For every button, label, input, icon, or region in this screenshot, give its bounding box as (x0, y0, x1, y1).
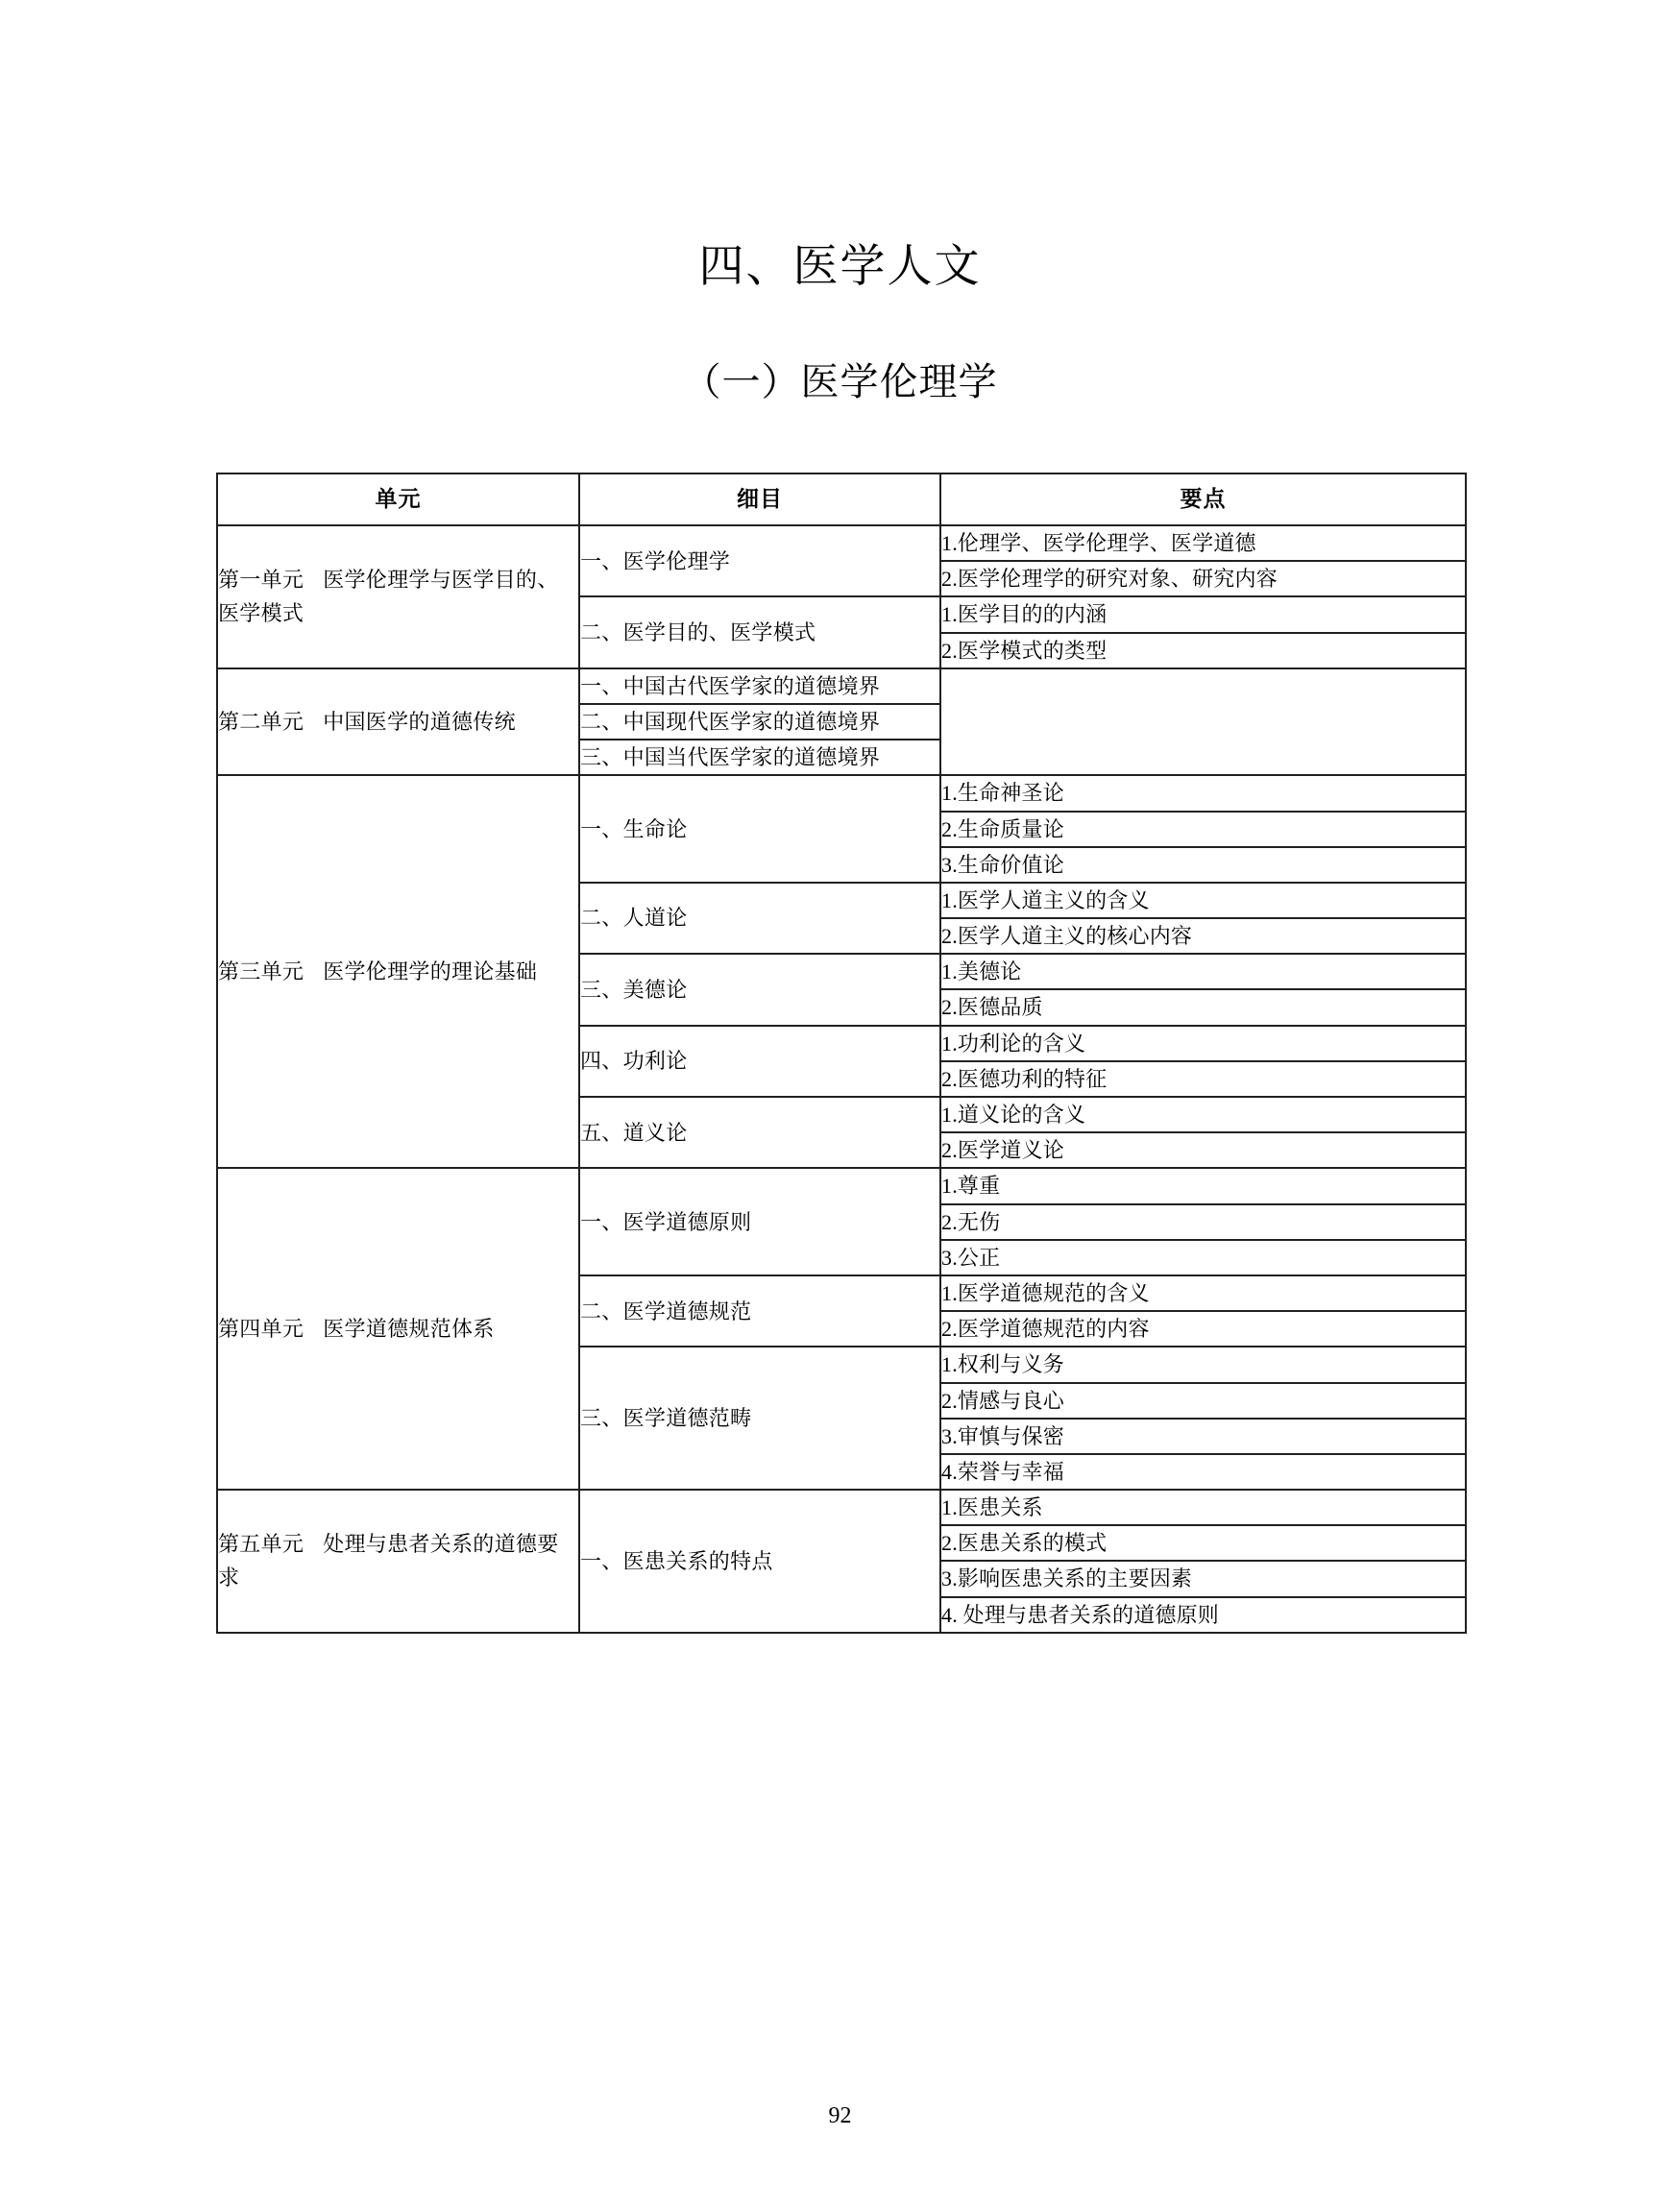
table-body (217, 525, 1466, 1633)
section-cell: 二、人道论 (579, 883, 940, 954)
section-cell: 三、美德论 (579, 954, 940, 1025)
table-row (217, 1490, 1466, 1525)
point-cell: 1.伦理学、医学伦理学、医学道德 (940, 525, 1466, 561)
unit-name: 医学道德规范体系 (323, 1317, 495, 1342)
section-cell: 五、道义论 (579, 1097, 940, 1168)
point-cell-empty (940, 668, 1466, 776)
section-cell: 四、功利论 (579, 1026, 940, 1097)
point-cell: 1.医学道德规范的含义 (940, 1275, 1466, 1311)
point-cell: 4. 处理与患者关系的道德原则 (940, 1597, 1466, 1633)
section-cell: 二、医学道德规范 (579, 1275, 940, 1347)
point-cell: 3.公正 (940, 1240, 1466, 1275)
column-header-points: 要点 (940, 473, 1466, 525)
table-header (217, 473, 1466, 525)
point-cell: 1.功利论的含义 (940, 1026, 1466, 1061)
table-row (217, 775, 1466, 811)
point-cell: 1.道义论的含义 (940, 1097, 1466, 1132)
unit-number: 第二单元 (218, 709, 304, 734)
point-cell: 2.医学伦理学的研究对象、研究内容 (940, 561, 1466, 596)
unit-cell (217, 1490, 579, 1633)
point-cell: 2.无伤 (940, 1204, 1466, 1240)
point-cell: 1.医患关系 (940, 1490, 1466, 1525)
unit-number: 第三单元 (218, 959, 304, 984)
point-cell: 2.医学模式的类型 (940, 633, 1466, 668)
section-cell: 一、生命论 (579, 775, 940, 883)
point-cell: 1.尊重 (940, 1168, 1466, 1203)
section-cell: 一、中国古代医学家的道德境界 (579, 668, 940, 704)
section-cell: 三、医学道德范畴 (579, 1347, 940, 1490)
point-cell: 2.情感与良心 (940, 1383, 1466, 1419)
unit-cell (217, 525, 579, 668)
point-cell: 1.医学目的的内涵 (940, 596, 1466, 632)
section-cell: 二、中国现代医学家的道德境界 (579, 704, 940, 740)
section-cell: 一、医患关系的特点 (579, 1490, 940, 1633)
table-header-row (217, 473, 1466, 525)
section-cell: 二、医学目的、医学模式 (579, 596, 940, 668)
unit-cell (217, 668, 579, 776)
unit-name: 医学伦理学与医学目的、医学模式 (218, 568, 559, 626)
point-cell: 1.权利与义务 (940, 1347, 1466, 1382)
unit-name: 中国医学的道德传统 (323, 709, 516, 734)
section-cell: 一、医学伦理学 (579, 525, 940, 596)
syllabus-table-wrapper (216, 473, 1465, 1634)
unit-number: 第一单元 (218, 568, 304, 593)
section-cell: 三、中国当代医学家的道德境界 (579, 740, 940, 775)
point-cell: 3.生命价值论 (940, 847, 1466, 883)
point-cell: 2.医患关系的模式 (940, 1525, 1466, 1561)
point-cell: 1.医学人道主义的含义 (940, 883, 1466, 918)
unit-name: 医学伦理学的理论基础 (323, 959, 538, 984)
unit-number: 第五单元 (218, 1532, 304, 1557)
section-cell: 一、医学道德原则 (579, 1168, 940, 1275)
table-row (217, 525, 1466, 561)
point-cell: 1.美德论 (940, 954, 1466, 989)
point-cell: 1.生命神圣论 (940, 775, 1466, 811)
table-row (217, 1168, 1466, 1203)
column-header-section: 细目 (579, 473, 940, 525)
column-header-unit: 单元 (217, 473, 579, 525)
unit-number: 第四单元 (218, 1317, 304, 1342)
page-title: 四、医学人文 (698, 242, 982, 293)
page-subtitle: （一）医学伦理学 (682, 360, 998, 404)
point-cell: 2.医德品质 (940, 989, 1466, 1025)
point-cell: 4.荣誉与幸福 (940, 1454, 1466, 1490)
point-cell: 3.影响医患关系的主要因素 (940, 1561, 1466, 1596)
table-row (217, 668, 1466, 704)
point-cell: 2.医学道德规范的内容 (940, 1311, 1466, 1347)
page-number: 92 (828, 2103, 852, 2128)
syllabus-table (216, 473, 1467, 1634)
point-cell: 2.医学人道主义的核心内容 (940, 918, 1466, 954)
point-cell: 2.医学道义论 (940, 1132, 1466, 1168)
point-cell: 2.医德功利的特征 (940, 1061, 1466, 1097)
point-cell: 2.生命质量论 (940, 812, 1466, 847)
unit-cell (217, 1168, 579, 1490)
unit-name: 处理与患者关系的道德要求 (218, 1532, 559, 1590)
unit-cell (217, 775, 579, 1168)
point-cell: 3.审慎与保密 (940, 1419, 1466, 1454)
